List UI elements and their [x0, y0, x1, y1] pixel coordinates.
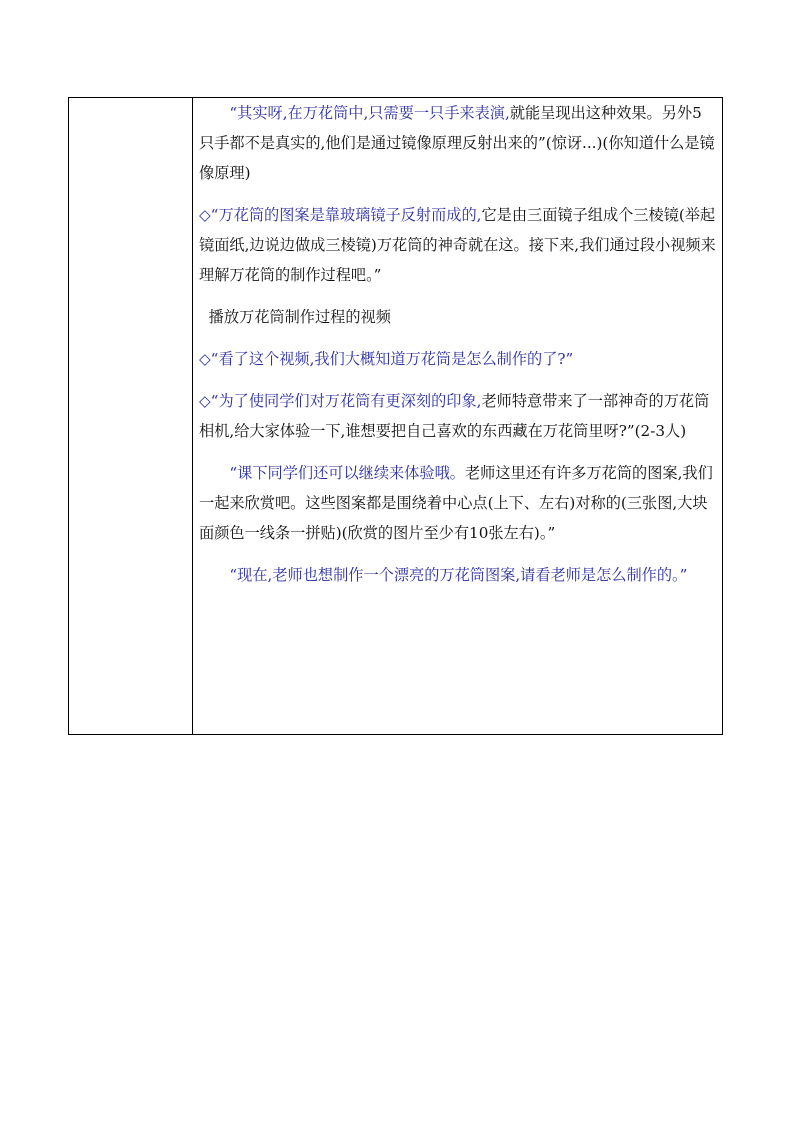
paragraph-after-video [199, 344, 716, 374]
paragraph-play-video [199, 302, 716, 332]
text-segment: 老师特意带来了一部神奇的万花筒相机,给大家体验一下,谁想要把自己喜欢的东西藏在万花筒里呀?”(2-3人) [199, 392, 710, 440]
text-segment: “其实呀,在万花筒中,只需要一只手来表演, [229, 104, 510, 122]
paragraph-appreciate-patterns [199, 458, 716, 548]
text-segment: 就能呈现出这种效果。另外5只手都不是真实的,他们是通过镜像原理反射出来的”(惊讶...)(你知道什么是镜像原理) [199, 104, 715, 182]
paragraph-teacher-demo [199, 560, 716, 590]
text-segment: ◇“万花筒的图案是靠玻璃镜子反射而成的, [199, 206, 482, 224]
paragraph-mirror-principle [199, 98, 716, 188]
paragraph-kaleidoscope-pattern [199, 200, 716, 290]
table-content-cell [193, 98, 722, 734]
lesson-table [68, 97, 723, 735]
text-segment: ◇“为了使同学们对万花筒有更深刻的印象, [199, 392, 482, 410]
text-segment: 播放万花筒制作过程的视频 [199, 308, 391, 326]
paragraph-camera [199, 386, 716, 446]
text-segment: “现在,老师也想制作一个漂亮的万花筒图案,请看老师是怎么制作的。” [229, 566, 688, 584]
text-segment: ◇“看了这个视频,我们大概知道万花筒是怎么制作的了?” [199, 350, 574, 368]
table-left-cell [69, 98, 193, 734]
text-segment: 它是由三面镜子组成个三棱镜(举起镜面纸,边说边做成三棱镜)万花筒的神奇就在这。接下来,我们通过段小视频来理解万花筒的制作过程吧。” [199, 206, 716, 284]
text-segment: “课下同学们还可以继续来体验哦。 [229, 464, 465, 482]
text-segment: 老师这里还有许多万花筒的图案,我们一起来欣赏吧。这些图案都是围绕着中心点(上下、左右)对称的(三张图,大块面颜色一线条一拼贴)(欣赏的图片至少有10张左右)。” [199, 464, 713, 542]
